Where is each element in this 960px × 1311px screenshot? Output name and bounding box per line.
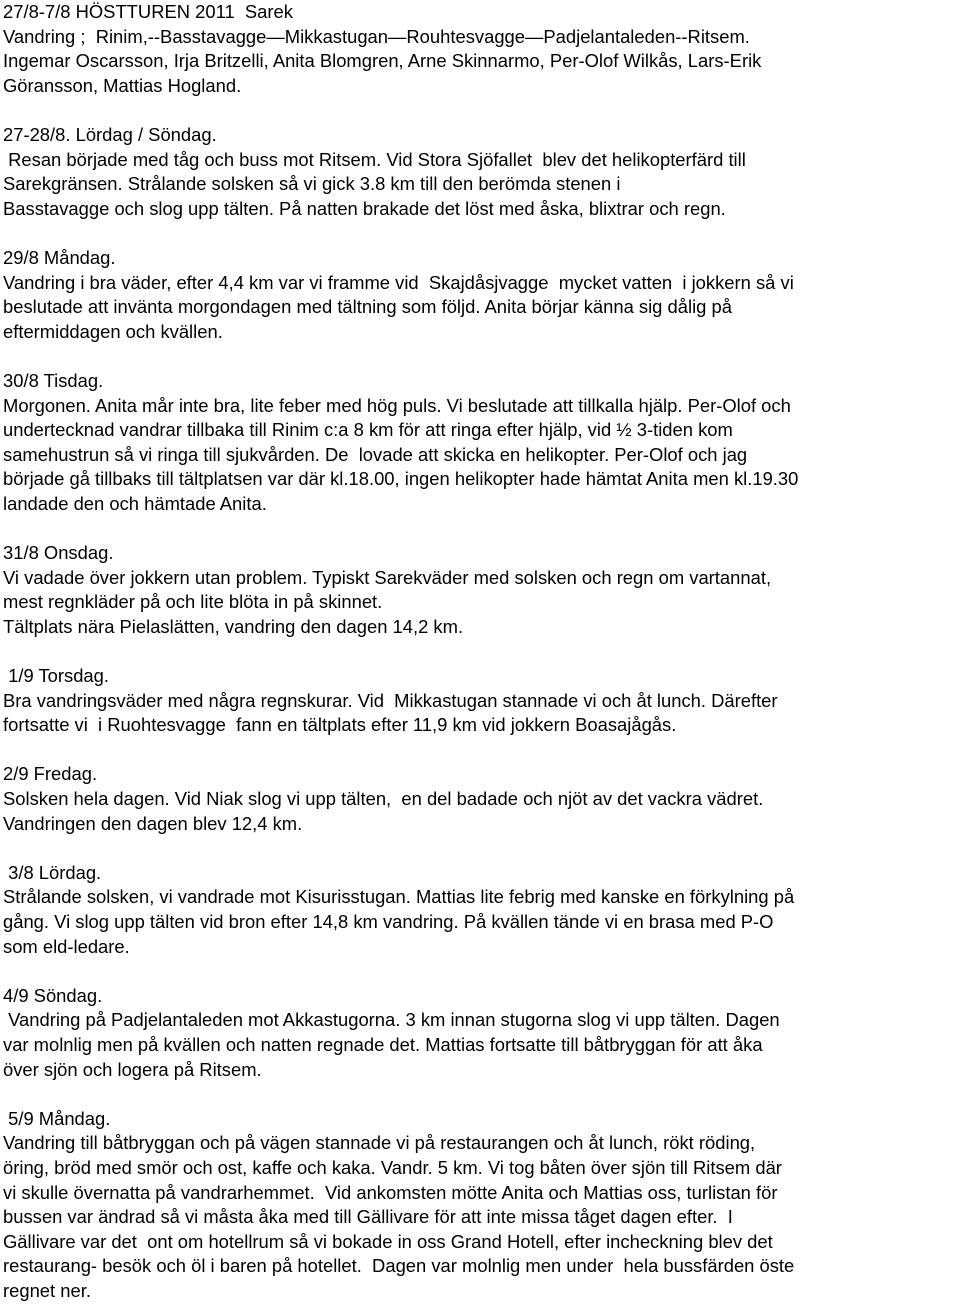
entry-text-line: vi skulle övernatta på vandrarhemmet. Vid ankomsten mötte Anita och Mattias oss, turlistan för bbox=[3, 1181, 778, 1203]
document-title: 27/8-7/8 HÖSTTUREN 2011 Sarek bbox=[3, 1, 293, 22]
entry-text-line: Tältplats nära Pielaslätten, vandring den dagen 14,2 km. bbox=[3, 615, 464, 637]
entry-text-line: Vandringen den dagen blev 12,4 km. bbox=[3, 812, 303, 834]
entry-text-line: Basstavagge och slog upp tälten. På natten brakade det löst med åska, blixtrar och regn. bbox=[3, 197, 726, 219]
paragraph-spacer bbox=[3, 344, 954, 369]
entry-date: 5/9 Måndag. bbox=[3, 1107, 111, 1129]
diary-entry bbox=[3, 959, 954, 1082]
entry-text-line: Morgonen. Anita mår inte bra, lite feber med hög puls. Vi beslutade att tillkalla hjälp. Per-Olof och bbox=[3, 394, 791, 416]
diary-entry bbox=[3, 344, 954, 516]
entry-text-line: bussen var ändrad så vi måsta åka med till Gällivare för att inte missa tåget dagen efter. I bbox=[3, 1206, 733, 1228]
entry-text-line: Vandring på Padjelantaleden mot Akkastugorna. 3 km innan stugorna slog vi upp tälten. Dagen bbox=[3, 1009, 780, 1031]
diary-entry bbox=[3, 516, 954, 639]
entry-text-line: Sarekgränsen. Strålande solsken så vi gick 3.8 km till den berömda stenen i bbox=[3, 173, 621, 195]
paragraph-spacer bbox=[3, 738, 954, 763]
entry-text-line: Gällivare var det ont om hotellrum så vi bokade in oss Grand Hotell, efter incheckning blev det bbox=[3, 1230, 773, 1252]
entry-text-line: öring, bröd med smör och ost, kaffe och kaka. Vandr. 5 km. Vi tog båten över sjön till Ritsem där bbox=[3, 1156, 782, 1178]
diary-entry bbox=[3, 98, 954, 221]
entry-text-line: regnet ner. bbox=[3, 1279, 91, 1301]
route-line: Vandring ; Rinim,--Basstavagge—Mikkastugan—Rouhtesvagge—Padjelantaleden--Ritsem. bbox=[3, 25, 750, 47]
paragraph-spacer bbox=[3, 1082, 954, 1107]
diary-entry bbox=[3, 221, 954, 344]
entry-text-line: restaurang- besök och öl i baren på hotellet. Dagen var molnlig men under hela bussfärden öste bbox=[3, 1255, 795, 1277]
diary-entries bbox=[3, 98, 954, 1303]
entry-date: 1/9 Torsdag. bbox=[3, 665, 109, 687]
diary-entry bbox=[3, 1082, 954, 1303]
entry-text-line: Vandring i bra väder, efter 4,4 km var vi framme vid Skajdåsjvagge mycket vatten i jokkern så vi bbox=[3, 271, 794, 293]
entry-text-line: gång. Vi slog upp tälten vid bron efter 14,8 km vandring. På kvällen tände vi en brasa med P-O bbox=[3, 910, 774, 932]
entry-date: 27-28/8. Lördag / Söndag. bbox=[3, 123, 217, 145]
participants-line: Göransson, Mattias Hogland. bbox=[3, 74, 242, 96]
entry-text-line: Strålande solsken, vi vandrade mot Kisurisstugan. Mattias lite febrig med kanske en förkylning på bbox=[3, 886, 795, 908]
diary-entry bbox=[3, 639, 954, 737]
entry-date: 30/8 Tisdag. bbox=[3, 369, 104, 391]
participants-line: Ingemar Oscarsson, Irja Britzelli, Anita Blomgren, Arne Skinnarmo, Per-Olof Wilkås, Lars-Erik bbox=[3, 50, 762, 72]
paragraph-spacer bbox=[3, 98, 954, 123]
entry-text-line: som eld-ledare. bbox=[3, 935, 130, 957]
entry-text-line: Bra vandringsväder med några regnskurar. Vid Mikkastugan stannade vi och åt lunch. Därefter bbox=[3, 689, 778, 711]
paragraph-spacer bbox=[3, 516, 954, 541]
paragraph-spacer bbox=[3, 639, 954, 664]
paragraph-spacer bbox=[3, 221, 954, 246]
document-header bbox=[3, 0, 954, 98]
entry-text-line: var molnlig men på kvällen och natten regnade det. Mattias fortsatte till båtbryggan för att åka bbox=[3, 1033, 763, 1055]
entry-date: 29/8 Måndag. bbox=[3, 246, 116, 268]
entry-text-line: beslutade att invänta morgondagen med tältning som följd. Anita börjar känna sig dålig på bbox=[3, 296, 732, 318]
entry-text-line: började gå tillbaks till tältplatsen var där kl.18.00, ingen helikopter hade hämtat Anita men kl.19.30 bbox=[3, 468, 799, 490]
paragraph-spacer bbox=[3, 836, 954, 861]
entry-text-line: Resan började med tåg och buss mot Ritsem. Vid Stora Sjöfallet blev det helikopterfärd till bbox=[3, 148, 746, 170]
entry-text-line: landade den och hämtade Anita. bbox=[3, 492, 267, 514]
paragraph-spacer bbox=[3, 959, 954, 984]
entry-text-line: mest regnkläder på och lite blöta in på skinnet. bbox=[3, 591, 383, 613]
entry-text-line: fortsatte vi i Ruohtesvagge fann en tältplats efter 11,9 km vid jokkern Boasajågås. bbox=[3, 714, 677, 736]
entry-text-line: undertecknad vandrar tillbaka till Rinim c:a 8 km för att ringa efter hjälp, vid ½ 3-tiden kom bbox=[3, 419, 733, 441]
entry-text-line: Solsken hela dagen. Vid Niak slog vi upp tälten, en del badade och njöt av det vackra vädret. bbox=[3, 788, 764, 809]
entry-text-line: över sjön och logera på Ritsem. bbox=[3, 1058, 262, 1080]
entry-date: 4/9 Söndag. bbox=[3, 984, 103, 1006]
entry-date: 2/9 Fredag. bbox=[3, 763, 98, 785]
entry-text-line: samehustrun så vi ringa till sjukvården. De lovade att skicka en helikopter. Per-Olof och jag bbox=[3, 443, 748, 465]
entry-text-line: Vi vadade över jokkern utan problem. Typiskt Sarekväder med solsken och regn om vartannat, bbox=[3, 566, 772, 588]
entry-date: 31/8 Onsdag. bbox=[3, 542, 114, 564]
entry-text-line: Vandring till båtbryggan och på vägen stannade vi på restaurangen och åt lunch, rökt röding, bbox=[3, 1132, 756, 1154]
diary-entry bbox=[3, 836, 954, 959]
entry-text-line: eftermiddagen och kvällen. bbox=[3, 320, 223, 342]
entry-date: 3/8 Lördag. bbox=[3, 861, 102, 883]
diary-entry bbox=[3, 738, 954, 836]
